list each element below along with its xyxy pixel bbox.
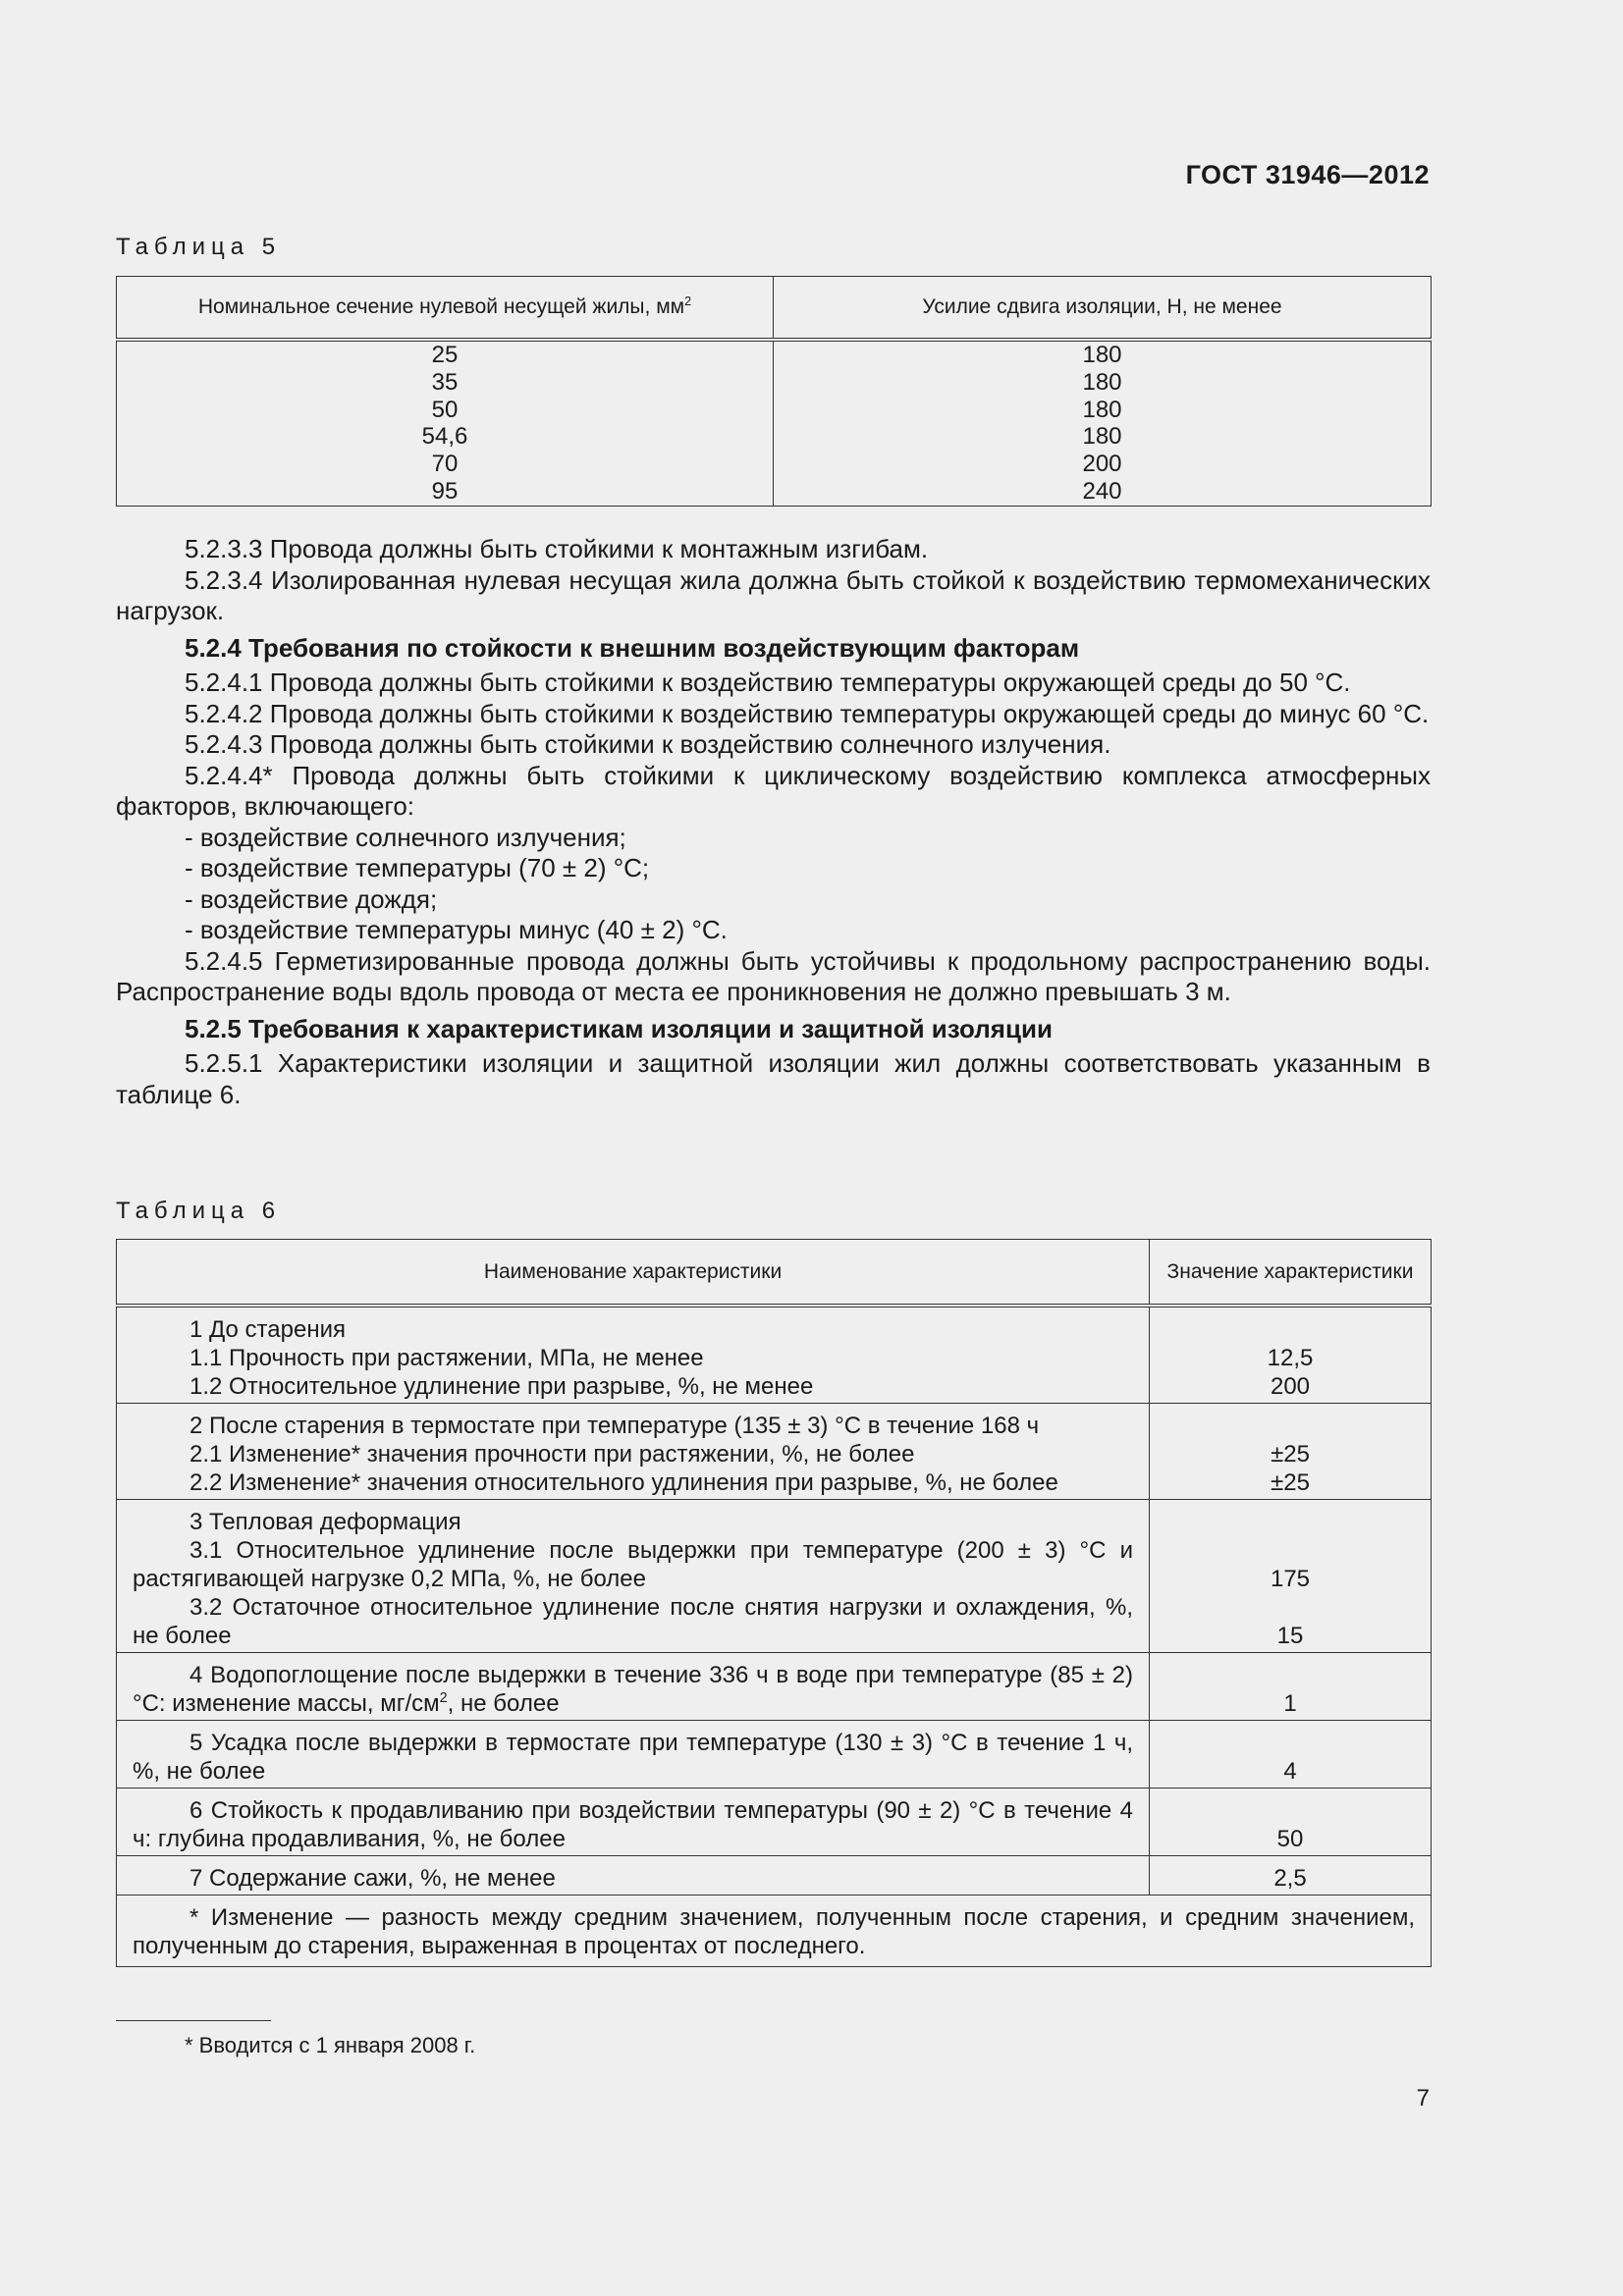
para-5-2-5-1: 5.2.5.1 Характеристики изоляции и защитной изоляции жил должны соответствовать указанным в таблице 6.	[116, 1048, 1431, 1109]
characteristic-name: 5 Усадка после выдержки в термостате при температуре (130 ± 3) °С в течение 1 ч, %, не более	[117, 1721, 1150, 1789]
footnote-separator	[116, 2020, 271, 2021]
section-value: 95	[431, 477, 459, 505]
list-item: - воздействие солнечного излучения;	[185, 822, 626, 852]
table5-body	[117, 340, 1432, 506]
table6	[116, 1239, 1432, 1967]
characteristic-value: 50	[1150, 1789, 1432, 1856]
characteristic-value: 175 15	[1150, 1500, 1432, 1653]
force-value: 180	[1082, 396, 1122, 423]
table-row	[117, 1653, 1432, 1721]
characteristic-name: 2 После старения в термостате при температуре (135 ± 3) °С в течение 168 ч 2.1 Изменение* значения прочности при растяжении, %, не более 2.2 Изменение* значения относительного удлинения при разрыве, %, не более	[117, 1404, 1150, 1500]
list-item: - воздействие температуры минус (40 ± 2) °С.	[185, 915, 728, 944]
section-value: 50	[431, 396, 459, 423]
para-5-2-4-1: 5.2.4.1 Провода должны быть стойкими к воздействию температуры окружающей среды до 50 °С.	[185, 667, 1351, 697]
characteristic-name: 1 До старения 1.1 Прочность при растяжении, МПа, не менее 1.2 Относительное удлинение при разрыве, %, не менее	[117, 1306, 1150, 1404]
table6-note-row	[117, 1896, 1432, 1967]
characteristic-value: 12,5 200	[1150, 1306, 1432, 1404]
table5	[116, 276, 1432, 507]
footnote: * Вводится с 1 января 2008 г.	[185, 2033, 476, 2057]
table5-header-row	[117, 277, 1432, 341]
table6-col2-header: Значение характеристики	[1150, 1240, 1432, 1307]
section-value: 35	[431, 368, 459, 396]
para-5-2-4-2: 5.2.4.2 Провода должны быть стойкими к воздействию температуры окружающей среды до минус 60 °С.	[185, 698, 1430, 728]
table-row	[117, 1789, 1432, 1856]
characteristic-name: 6 Стойкость к продавливанию при воздействии температуры (90 ± 2) °С в течение 4 ч: глубина продавливания, %, не более	[117, 1789, 1150, 1856]
list-item: - воздействие дождя;	[185, 883, 438, 914]
table-row	[117, 1306, 1432, 1404]
document-id: ГОСТ 31946—2012	[1185, 160, 1430, 189]
list-item: - воздействие температуры (70 ± 2) °С;	[185, 853, 650, 882]
characteristic-value: 4	[1150, 1721, 1432, 1789]
para-5-2-4-3: 5.2.4.3 Провода должны быть стойкими к воздействию солнечного излучения.	[185, 729, 1111, 759]
force-value: 240	[1082, 477, 1122, 505]
table5-col1-header: Номинальное сечение нулевой несущей жилы, $мм^2$	[117, 277, 774, 341]
para-5-2-4-5: 5.2.4.5 Герметизированные провода должны быть устойчивы к продольному распространению воды. Распространение воды вдоль провода от места ее проникновения не должно превышать 3 м.	[116, 945, 1431, 1006]
characteristic-value: ±25 ±25	[1150, 1404, 1432, 1500]
force-value: 180	[1082, 342, 1122, 368]
para-5-2-3-4: 5.2.3.4 Изолированная нулевая несущая жила должна быть стойкой к воздействию термомеханических нагрузок.	[116, 564, 1431, 625]
table5-force-cell	[774, 340, 1432, 506]
para-5-2-3-3: 5.2.3.3 Провода должны быть стойкими к монтажным изгибам.	[185, 534, 929, 563]
characteristic-name: 7 Содержание сажи, %, не менее	[117, 1856, 1150, 1896]
table6-label: Таблица 6	[116, 1198, 282, 1224]
section-value: 70	[431, 451, 459, 478]
table-row	[117, 1856, 1432, 1896]
table5-col2-header: Усилие сдвига изоляции, Н, не менее	[774, 277, 1432, 341]
table6-note: * Изменение — разность между средним значением, полученным после старения, и средним значением, полученным до старения, выраженная в процентах от последнего.	[117, 1896, 1432, 1967]
table-row	[117, 1404, 1432, 1500]
characteristic-name: 3 Тепловая деформация 3.1 Относительное удлинение после выдержки при температуре (200 ± 3) °С и растягивающей нагрузке 0,2 МПа, %, не более 3.2 Остаточное относительное удлинение после снятия нагрузки и охлаждения, %, не более	[117, 1500, 1150, 1653]
body-text	[116, 534, 1431, 1110]
table6-col1-header: Наименование характеристики	[117, 1240, 1150, 1307]
heading-5-2-4: 5.2.4 Требования по стойкости к внешним воздействующим факторам	[185, 632, 1080, 663]
force-value: 180	[1082, 423, 1122, 451]
table-row	[117, 1500, 1432, 1653]
page-number: 7	[1416, 2085, 1430, 2111]
force-value: 200	[1082, 451, 1122, 478]
force-value: 180	[1082, 368, 1122, 396]
heading-5-2-5: 5.2.5 Требования к характеристикам изоляции и защитной изоляции	[185, 1013, 1053, 1043]
para-5-2-4-4: 5.2.4.4* Провода должны быть стойкими к циклическому воздействию комплекса атмосферных факторов, включающего:	[116, 760, 1431, 821]
table5-section-cell	[117, 340, 774, 506]
section-value: 54,6	[421, 423, 468, 451]
table-row	[117, 1721, 1432, 1789]
section-value: 25	[431, 342, 459, 368]
table6-header-row	[117, 1240, 1432, 1307]
characteristic-value: 2,5	[1150, 1856, 1432, 1896]
characteristic-value: 1	[1150, 1653, 1432, 1721]
table5-label: Таблица 5	[116, 234, 282, 260]
characteristic-name: 4 Водопоглощение после выдержки в течение 336 ч в воде при температуре (85 ± 2) °С: изменение массы, $мг/см^2$, не более	[117, 1653, 1150, 1721]
